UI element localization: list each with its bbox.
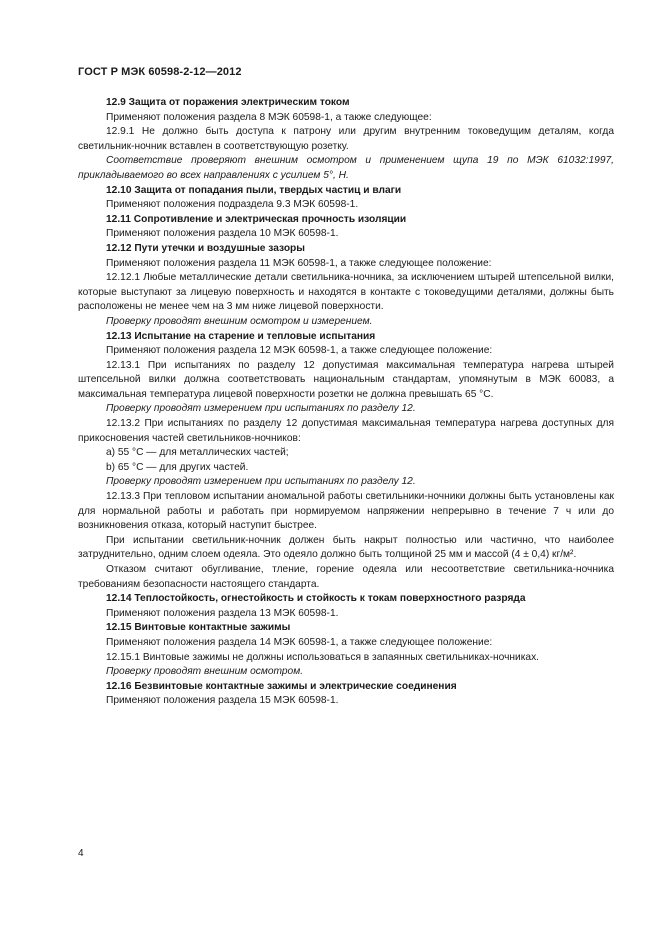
- compliance-note: Проверку проводят внешним осмотром и измерением.: [106, 315, 373, 327]
- compliance-note: Проверку проводят измерением при испытаниях по разделу 12.: [106, 476, 416, 488]
- section-heading-12-15: 12.15 Винтовые контактные зажимы: [106, 622, 291, 634]
- compliance-note: Проверку проводят измерением при испытаниях по разделу 12.: [106, 403, 416, 415]
- section-heading-12-13: 12.13 Испытание на старение и тепловые испытания: [106, 330, 376, 342]
- section-heading-12-16: 12.16 Безвинтовые контактные зажимы и электрические соединения: [106, 680, 457, 692]
- document-body: [78, 96, 614, 709]
- paragraph: 12.12.1 Любые металлические детали светильника-ночника, за исключением штырей штепсельной вилки, которые выступают за лицевую поверхность и находятся в контакте с токоведущими деталями, должны быть расположены не менее чем на 3 мм ниже лицевой поверхности.: [78, 272, 614, 313]
- section-heading-12-11: 12.11 Сопротивление и электрическая прочность изоляции: [106, 213, 407, 225]
- paragraph: 12.13.3 При тепловом испытании аномальной работы светильники-ночники должны быть установлены как для нормальной работы и работать при нормируемом напряжении непрерывно в течение 7 ч или до возникновения отказа, который наступит быстрее.: [78, 491, 614, 532]
- section-heading-12-9: 12.9 Защита от поражения электрическим током: [106, 97, 350, 108]
- paragraph: 12.15.1 Винтовые зажимы не должны использоваться в запаянных светильниках-ночниках.: [106, 651, 540, 663]
- compliance-note: Проверку проводят внешним осмотром.: [106, 666, 304, 678]
- paragraph: Отказом считают обугливание, тление, горение одеяла или несоответствие светильника-ночника требованиям безопасности настоящего стандарта.: [78, 564, 614, 590]
- section-heading-12-10: 12.10 Защита от попадания пыли, твердых частиц и влаги: [106, 184, 402, 196]
- compliance-note: Соответствие проверяют внешним осмотром и применением щупа 19 по МЭК 61032:1997, прикладываемого во всех направлениях с усилием 5°, Н.: [78, 155, 614, 181]
- paragraph: При испытании светильник-ночник должен быть накрыт полностью или частично, что наиболее затруднительно, одним слоем одеяла. Это одеяло должно быть толщиной 25 мм и массой (4 ± 0,4) кг/м².: [78, 534, 614, 561]
- list-item: b) 65 °С — для других частей.: [106, 461, 249, 473]
- paragraph: 12.13.2 При испытаниях по разделу 12 допустимая максимальная температура нагрева доступных для прикосновения частей светильников-ночников:: [78, 418, 614, 444]
- paragraph: Применяют положения раздела 10 МЭК 60598-1.: [106, 228, 339, 240]
- paragraph: Применяют положения раздела 8 МЭК 60598-1, а также следующее:: [106, 111, 432, 123]
- section-heading-12-14: 12.14 Теплостойкость, огнестойкость и стойкость к токам поверхностного разряда: [106, 593, 526, 605]
- paragraph: Применяют положения раздела 12 МЭК 60598-1, а также следующее положение:: [106, 345, 493, 357]
- paragraph: Применяют положения раздела 13 МЭК 60598-1.: [106, 607, 339, 619]
- paragraph: 12.13.1 При испытаниях по разделу 12 допустимая максимальная температура нагрева штырей штепсельной вилки должна соответствовать национальным стандартам, упомянутым в МЭК 60083, а максимальная температура лицевой поверхности розетки не должна превышать 65 °С.: [78, 359, 614, 400]
- paragraph: Применяют положения раздела 11 МЭК 60598-1, а также следующее положение:: [106, 257, 492, 269]
- list-item: a) 55 °С — для металлических частей;: [106, 447, 289, 459]
- document-header-title: ГОСТ Р МЭК 60598-2-12—2012: [78, 66, 242, 78]
- paragraph: 12.9.1 Не должно быть доступа к патрону или другим внутренним токоведущим деталям, когда светильник-ночник вставлен в соответствующую розетку.: [78, 126, 614, 152]
- section-heading-12-12: 12.12 Пути утечки и воздушные зазоры: [106, 242, 305, 254]
- paragraph: Применяют положения раздела 15 МЭК 60598-1.: [106, 695, 339, 707]
- page-number: 4: [78, 848, 84, 859]
- paragraph: Применяют положения подраздела 9.3 МЭК 60598-1.: [106, 199, 359, 211]
- paragraph: Применяют положения раздела 14 МЭК 60598-1, а также следующее положение:: [106, 636, 493, 648]
